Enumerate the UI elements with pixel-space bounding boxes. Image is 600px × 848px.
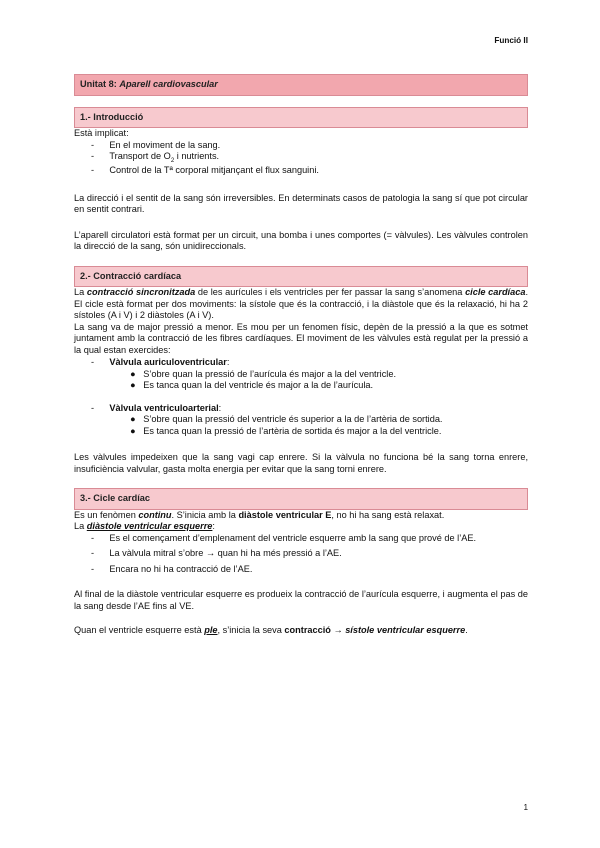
list-item: - Encara no hi ha contracció de l’AE. (91, 563, 253, 574)
valve-1-heading: - Vàlvula auriculoventricular: (91, 357, 230, 368)
unit-prefix: Unitat 8: (80, 79, 117, 89)
s1-paragraph-1: La direcció i el sentit de la sang són irreversibles. En determinats casos de patologia la sang sí que pot circular en sentit contrari. (74, 192, 528, 215)
s2-paragraph-2: La sang va de major pressió a menor. Es mou per un fenomen físic, depèn de la pressió a la que es sotmet juntament amb la contracció de les fibres cardíaques. El moviment de les vàlvules està regulat per la pressió a la qual estan exercides: (74, 321, 528, 355)
s2-paragraph-3: Les vàlvules impedeixen que la sang vagi cap enrere. Si la vàlvula no funciona bé la sang torna enrere, insuficiència valvular, gasta molta energia per evitar que la sang torni enrere. (74, 452, 528, 474)
s3-line-2: La diàstole ventricular esquerre: (74, 521, 215, 532)
list-item: - En el moviment de la sang. (91, 139, 221, 150)
section-2-heading: 2.- Contracció cardíaca (74, 266, 528, 288)
unit-name: Aparell cardiovascular (119, 79, 218, 89)
list-item: - Es el començament d’emplenament del ventricle esquerre amb la sang que prové de l’AE. (91, 532, 477, 543)
s3-line-3: Quan el ventricle esquerre està ple, s’inicia la seva contracció → sístole ventricular esquerre. (74, 625, 468, 636)
page-number: 1 (523, 803, 528, 812)
list-item: - La vàlvula mitral s’obre → quan hi ha més pressió a l’AE. (91, 548, 342, 559)
document-body (74, 74, 528, 637)
list-item: ● Es tanca quan la pressió de l’artèria de sortida és major a la del ventricle. (130, 425, 442, 436)
valve-2-heading: - Vàlvula ventriculoarterial: (91, 402, 222, 413)
running-header: Funció II (494, 36, 528, 45)
unit-title-box (74, 74, 528, 96)
s1-paragraph-2: L’aparell circulatori està format per un circuit, una bomba i unes comportes (= vàlvules). Les vàlvules controlen la direcció de la sang, són unidireccionals. (74, 229, 528, 252)
list-item: - Control de la Tª corporal mitjançant el flux sanguini. (91, 165, 319, 176)
section-1-heading: 1.- Introducció (74, 107, 528, 129)
list-item: - Transport de $O_2$ i nutrients. (91, 151, 220, 164)
s1-intro: Està implicat: (74, 128, 129, 138)
s3-paragraph-1: Al final de la diàstole ventricular esquerre es produeix la contracció de l’aurícula esquerre, i augmenta el pas de la sang desde l’AE fins al VE. (74, 589, 528, 611)
s3-line-1: Es un fenòmen continu. S’inicia amb la diàstole ventricular E, no hi ha sang està relaxat. (74, 509, 445, 520)
list-item: ● S’obre quan la pressió del ventricle és superior a la de l’artèria de sortida. (130, 414, 443, 425)
list-item: ● S’obre quan la pressió de l’aurícula és major a la del ventricle. (130, 368, 397, 379)
list-item: ● Es tanca quan la del ventricle és major a la de l’aurícula. (130, 380, 374, 391)
s2-paragraph-1: La contracció sincronitzada de les aurícules i els ventricles per fer passar la sang s’anomena cicle cardíaca. El cicle està format per dos moviments: la sístole que és la contracció, i la diàstole que és la relaxació, hi ha 2 sístoles (A i V) i 2 diàstoles (A i V). (74, 287, 528, 321)
section-3-heading: 3.- Cicle cardíac (74, 488, 528, 510)
